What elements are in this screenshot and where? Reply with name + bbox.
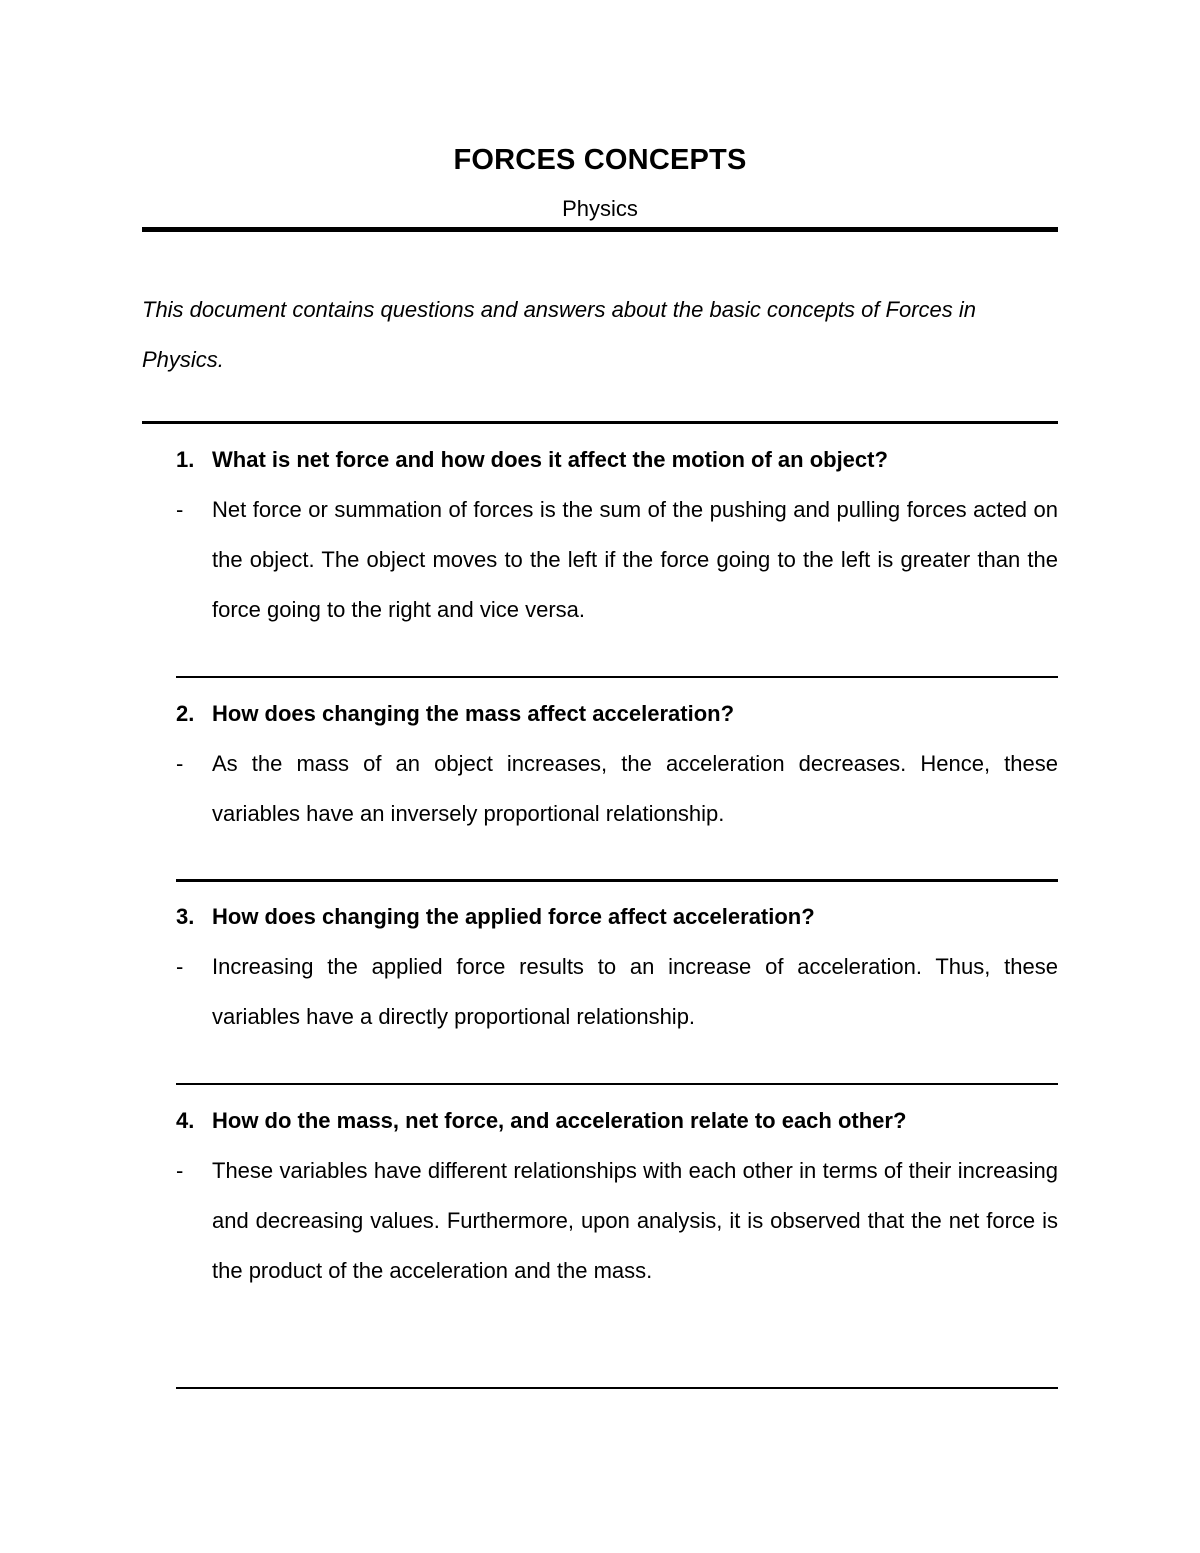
answer-text: Net force or summation of forces is the sum of the pushing and pulling forces acted on the object. The object moves to the left if the force going to the left is greater than the force going to the right and vice versa. — [212, 497, 1058, 622]
answer-bullet: - — [176, 1158, 184, 1183]
question — [176, 445, 1058, 475]
answer — [176, 952, 1058, 1052]
question — [176, 1106, 1058, 1136]
section-divider — [176, 676, 1058, 678]
qa-item — [176, 1106, 1058, 1306]
question-number: 4. — [176, 1108, 195, 1133]
question-number: 2. — [176, 701, 195, 726]
question-number: 1. — [176, 447, 195, 472]
answer-bullet: - — [176, 751, 184, 776]
answer — [176, 749, 1058, 849]
answer — [176, 1156, 1058, 1306]
qa-item — [176, 445, 1058, 645]
answer-text: As the mass of an object increases, the acceleration decreases. Hence, these variables have an inversely proportional relationship. — [212, 751, 1058, 826]
intro-paragraph: This document contains questions and answers about the basic concepts of Forces in Physics. — [142, 297, 977, 372]
section-divider — [176, 1387, 1058, 1389]
answer-text: These variables have different relationships with each other in terms of their increasing and decreasing values. Furthermore, upon analysis, it is observed that the net force is the product of the acceleration and the mass. — [212, 1158, 1058, 1283]
qa-item — [176, 902, 1058, 1052]
question-number: 3. — [176, 904, 195, 929]
document-subtitle: Physics — [562, 196, 638, 221]
question — [176, 699, 1058, 729]
answer-bullet: - — [176, 954, 184, 979]
document-title: FORCES CONCEPTS — [453, 144, 747, 176]
answer — [176, 495, 1058, 645]
question — [176, 902, 1058, 932]
answer-bullet: - — [176, 497, 184, 522]
title-divider — [142, 227, 1058, 232]
question-text: How does changing the applied force affect acceleration? — [212, 904, 815, 929]
section-divider — [176, 879, 1058, 882]
qa-item — [176, 699, 1058, 849]
question-text: How does changing the mass affect acceleration? — [212, 701, 735, 726]
answer-text: Increasing the applied force results to an increase of acceleration. Thus, these variables have a directly proportional relationship. — [212, 954, 1058, 1029]
question-text: What is net force and how does it affect the motion of an object? — [212, 447, 888, 472]
question-text: How do the mass, net force, and acceleration relate to each other? — [212, 1108, 907, 1133]
section-divider — [142, 421, 1058, 424]
section-divider — [176, 1083, 1058, 1085]
